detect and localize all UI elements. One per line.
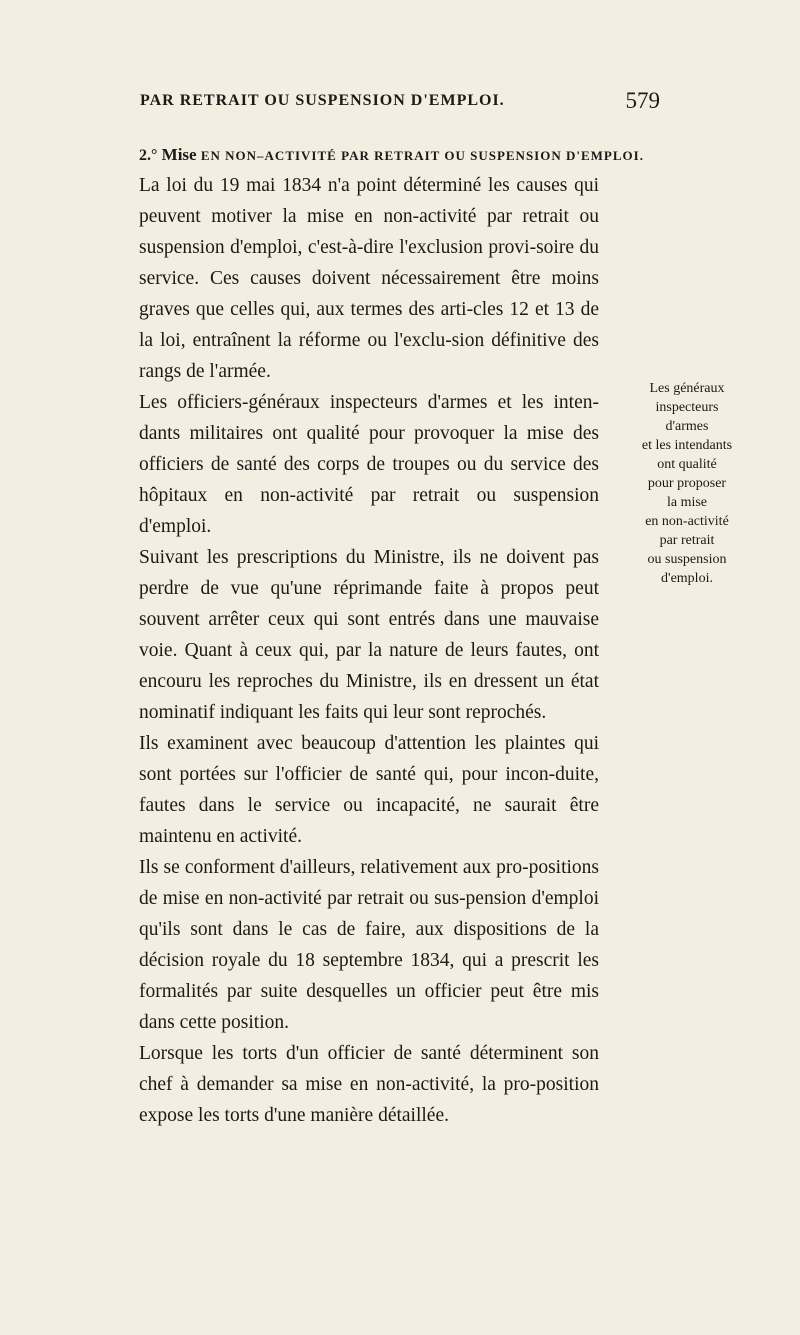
paragraph: Lorsque les torts d'un officier de santé déterminent son chef à demander sa mise en non-activité, la pro-position expose les torts d'une manière détaillée. — [139, 1043, 599, 1126]
body-text — [139, 170, 599, 1131]
section-lead-word: Mise — [161, 145, 197, 164]
margin-note-line: ou suspension — [647, 552, 727, 567]
margin-note-line: Les généraux — [649, 381, 725, 396]
running-title: PAR RETRAIT OU SUSPENSION D'EMPLOI. — [140, 92, 505, 109]
paragraph: Les officiers-généraux inspecteurs d'armes et les inten-dants militaires ont qualité pour provoquer la mise des officiers de santé des corps de troupes ou du service des hôpitaux en non-activité par retrait ou suspension d'emploi. — [139, 392, 599, 537]
margin-note-line: par retrait — [659, 533, 715, 548]
paragraph: Ils se conforment d'ailleurs, relativement aux pro-positions de mise en non-activité par retrait ou sus-pension d'emploi qu'ils sont dans le cas de faire, aux dispositions de la décision royale du 18 septembre 1834, qui a prescrit les formalités par suite desquelles un officier peut être mis dans cette position. — [139, 857, 599, 1033]
margin-note-line: et les intendants — [641, 438, 733, 453]
section-heading — [139, 145, 739, 165]
margin-note-line: en non-activité — [645, 514, 729, 529]
margin-note — [612, 379, 762, 588]
page-number: 579 — [625, 88, 660, 113]
paragraph: Ils examinent avec beaucoup d'attention les plaintes qui sont portées sur l'officier de santé qui, pour incon-duite, fautes dans le service ou incapacité, ne saurait être maintenu en activité. — [139, 733, 599, 847]
margin-note-line: inspecteurs — [655, 400, 719, 415]
margin-note-line: d'emploi. — [661, 571, 713, 586]
running-head — [140, 88, 660, 116]
paragraph: La loi du 19 mai 1834 n'a point déterminé les causes qui peuvent motiver la mise en non-activité par retrait ou suspension d'emploi, c'est-à-dire l'exclusion provi-soire du service. Ces causes doivent nécessairement être moins graves que celles qui, aux termes des arti-cles 12 et 13 de la loi, entraînent la réforme ou l'exclu-sion définitive des rangs de l'armée. — [139, 175, 599, 382]
margin-note-line: ont qualité — [657, 457, 717, 472]
margin-note-line: pour proposer — [647, 476, 727, 491]
paragraph: Suivant les prescriptions du Ministre, ils ne doivent pas perdre de vue qu'une réprimande faite à propos peut souvent arrêter ceux qui sont entrés dans une mauvaise voie. Quant à ceux qui, par la nature de leurs fautes, ont encouru les reproches du Ministre, ils en dressent un état nominatif indiquant les faits qui leur sont reprochés. — [139, 547, 599, 723]
section-title-rest: EN NON–ACTIVITÉ PAR RETRAIT OU SUSPENSION D'EMPLOI. — [200, 148, 644, 163]
section-number: 2.° — [139, 147, 158, 164]
margin-note-line: la mise — [666, 495, 708, 510]
margin-note-line: d'armes — [665, 419, 709, 434]
